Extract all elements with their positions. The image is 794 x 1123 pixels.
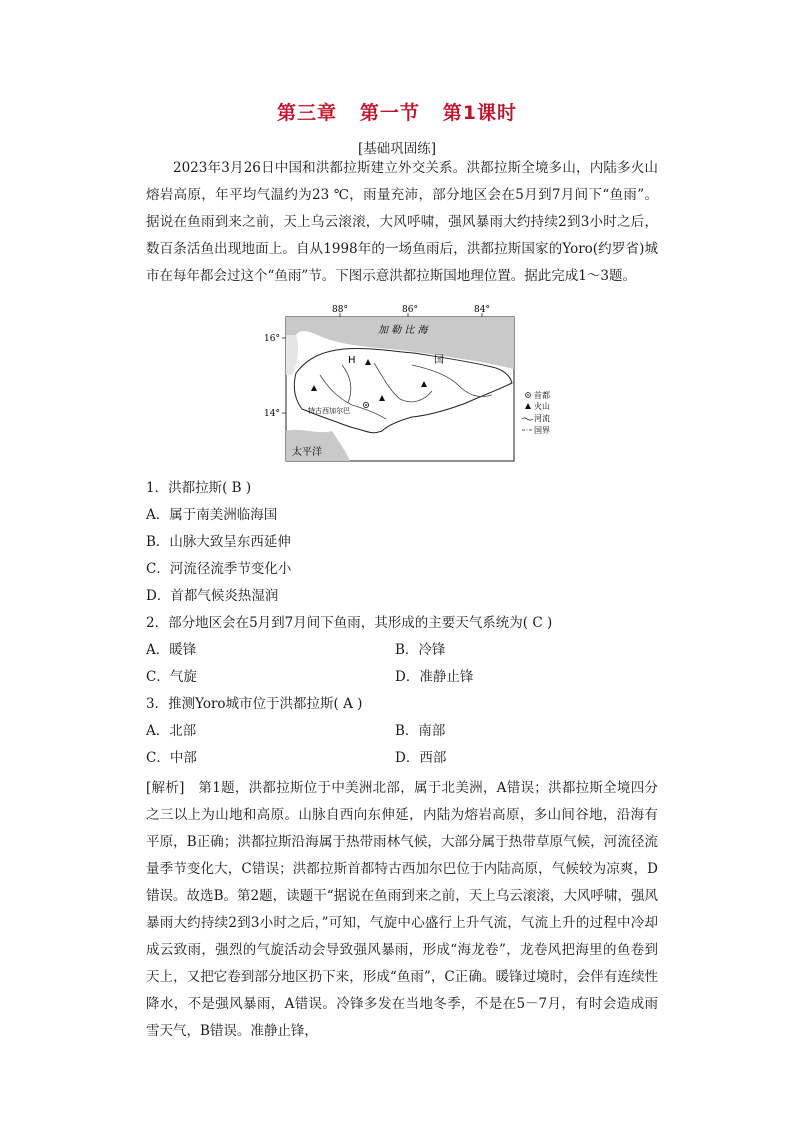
lon-label-86: 86°	[402, 305, 418, 315]
question-2-option-b: B．冷锋	[395, 642, 446, 658]
question-3-option-a: A．北部	[146, 723, 197, 739]
question-1-option-d: D．首都气候炎热湿润	[146, 588, 279, 604]
capital-label: 特古西加尔巴	[308, 407, 350, 415]
country-label-guo: 国	[434, 355, 444, 366]
legend-river-icon	[522, 418, 533, 420]
question-1-option-b: B．山脉大致呈东西延伸	[146, 534, 291, 550]
intro-text: 2023年3月26日中国和洪都拉斯建立外交关系。洪都拉斯全境多山，内陆多火山熔岩高原，年平均气温约为23 ℃，雨量充沛，部分地区会在5月到7月间下“鱼雨”。据说在鱼雨到来之前，天上乌云滚滚，大风呼啸，强风暴雨大约持续2到3小时之后，数百条活鱼出现地面上。自从1998年的一场鱼雨后，洪都拉斯国家的Yoro(约罗省)城市在每年都会过这个“鱼雨”节。下图示意洪都拉斯国地理位置。据此完成1～3题。	[146, 160, 658, 284]
question-3-option-b: B．南部	[395, 723, 446, 739]
lon-label-84: 84°	[474, 305, 490, 315]
lon-label-88: 88°	[332, 305, 348, 315]
question-3-option-d: D．西部	[395, 750, 447, 766]
intro-paragraph	[146, 155, 658, 290]
legend-river-label: 河流	[534, 414, 550, 423]
map-legend	[522, 390, 550, 435]
pacific-label: 太平洋	[292, 447, 322, 458]
caribbean-sea-label: 加 勒 比 海	[378, 325, 428, 336]
question-2-option-a: A．暖锋	[146, 642, 197, 658]
lat-label-16: 16°	[264, 334, 280, 344]
map-svg	[262, 305, 602, 465]
legend-border-label: 国界	[534, 426, 550, 435]
question-1-option-c: C．河流径流季节变化小	[146, 561, 292, 577]
question-2-option-c: C．气旋	[146, 669, 197, 685]
honduras-map	[262, 305, 602, 465]
question-1-option-a: A．属于南美洲临海国	[146, 507, 278, 523]
question-2-option-d: D．准静止锋	[395, 669, 474, 685]
analysis-text: [解析] 第1题，洪都拉斯位于中美洲北部，属于北美洲，A错误；洪都拉斯全境四分之三以上为山地和高原。山脉自西向东伸延，内陆为熔岩高原，多山间谷地，沿海有平原，B正确；洪都拉斯沿海属于热带雨林气候，大部分属于热带草原气候，河流径流量季节变化大，C错误；洪都拉斯首都特古西加尔巴位于内陆高原，气候较为凉爽，D错误。故选B。第2题，读题干“据说在鱼雨到来之前，天上乌云滚滚，大风呼啸，强风暴雨大约持续2到3小时之后，”可知，气旋中心盛行上升气流，气流上升的过程中冷却成云致雨，强烈的气旋活动会导致强风暴雨，形成“海龙卷”，龙卷风把海里的鱼卷到天上，又把它卷到部分地区扔下来，形成“鱼雨”，C正确。暖锋过境时，会伴有连续性降水，不是强风暴雨，A错误。冷锋多发在当地冬季，不是在5－7月，有时会造成雨雪天气，B错误。准静止锋，	[146, 780, 658, 1039]
legend-volcano-icon	[525, 403, 531, 409]
country-label-h: H	[348, 355, 356, 366]
question-3-stem: 3．推测Yoro城市位于洪都拉斯( A )	[146, 696, 363, 712]
lat-label-14: 14°	[264, 409, 280, 419]
capital-dot	[365, 404, 367, 406]
legend-capital-dot	[527, 394, 529, 396]
page-title: 第三章 第一节 第1课时	[277, 102, 517, 124]
legend-volcano-label: 火山	[534, 402, 550, 411]
legend-capital-label: 首都	[534, 391, 550, 400]
question-2-stem: 2．部分地区会在5月到7月间下鱼雨，其形成的主要天气系统为( C )	[146, 615, 553, 631]
section-subtitle: [基础巩固练]	[357, 141, 437, 157]
question-3-option-c: C．中部	[146, 750, 197, 766]
question-1-stem: 1．洪都拉斯( B )	[146, 480, 252, 496]
analysis-paragraph	[146, 775, 658, 1045]
